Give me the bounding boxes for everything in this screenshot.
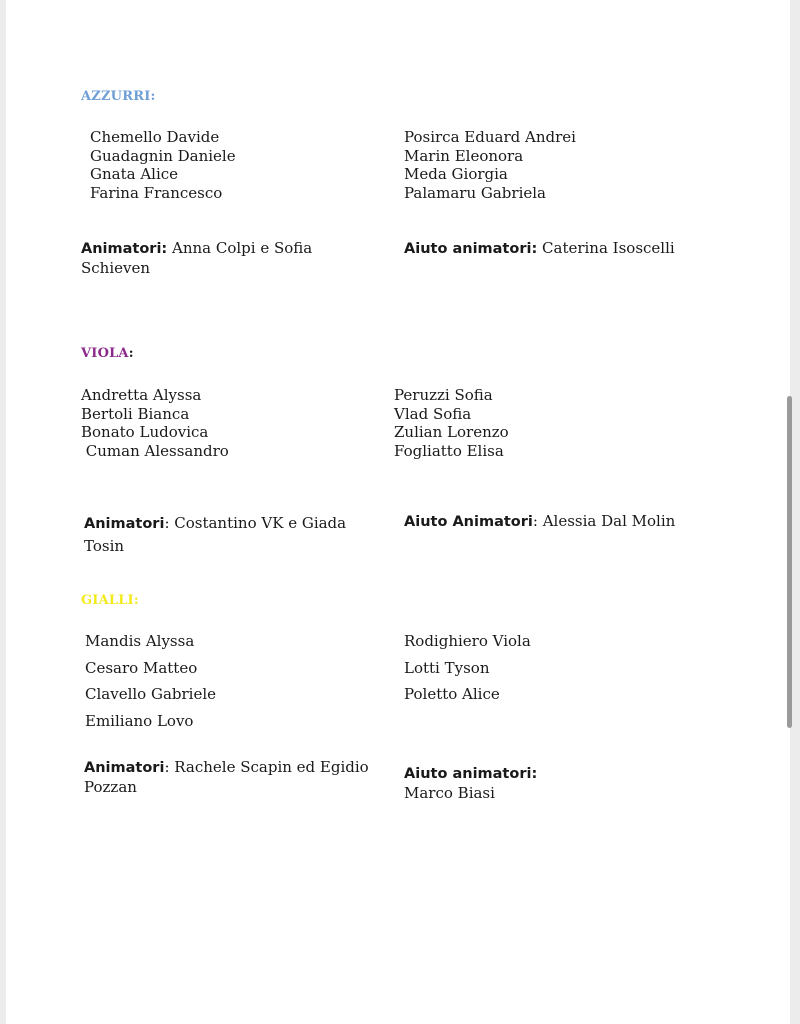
animatori-names: : Rachele Scapin ed Egidio bbox=[164, 758, 369, 776]
aiuto-animatori-label: Aiuto Animatori bbox=[404, 514, 533, 530]
list-item: Poletto Alice bbox=[404, 685, 500, 704]
list-item: Fogliatto Elisa bbox=[394, 442, 504, 461]
aiuto-animatori-label: Aiuto animatori: bbox=[404, 766, 538, 782]
aiuto-animatori-names: Marco Biasi bbox=[404, 784, 495, 802]
gialli-animatori bbox=[84, 758, 369, 797]
animatori-names-cont: Schieven bbox=[81, 259, 151, 277]
list-item: Clavello Gabriele bbox=[85, 685, 217, 704]
section-title-viola bbox=[81, 346, 134, 361]
list-item: Peruzzi Sofia bbox=[394, 386, 493, 404]
animatori-names-cont: Pozzan bbox=[84, 778, 137, 796]
animatori-label: Animatori: bbox=[81, 241, 168, 257]
animatori-label: Animatori bbox=[84, 516, 165, 532]
gialli-right-list bbox=[404, 628, 531, 708]
list-item: Farina Francesco bbox=[90, 184, 223, 203]
animatori-names-cont: Tosin bbox=[84, 537, 125, 555]
list-item: Andretta Alyssa bbox=[81, 386, 202, 404]
animatori-label: Animatori bbox=[84, 760, 165, 776]
list-item: Mandis Alyssa bbox=[85, 632, 195, 650]
azzurri-aiuto-animatori bbox=[404, 239, 675, 259]
azzurri-animatori bbox=[81, 239, 312, 278]
gialli-aiuto-animatori bbox=[404, 765, 537, 803]
list-item: Meda Giorgia bbox=[404, 165, 508, 184]
list-item: Guadagnin Daniele bbox=[90, 146, 236, 165]
azzurri-right-list bbox=[404, 128, 576, 203]
animatori-names: Anna Colpi e Sofia bbox=[167, 239, 313, 257]
list-item: Posirca Eduard Andrei bbox=[404, 128, 576, 146]
aiuto-animatori-label: Aiuto animatori: bbox=[404, 241, 538, 257]
aiuto-animatori-names: : Alessia Dal Molin bbox=[532, 512, 676, 530]
list-item: Chemello Davide bbox=[90, 128, 220, 146]
viola-right-list bbox=[394, 386, 509, 461]
list-item: Zulian Lorenzo bbox=[394, 423, 509, 442]
list-item: Lotti Tyson bbox=[404, 658, 490, 677]
aiuto-animatori-names: Caterina Isoscelli bbox=[537, 239, 675, 257]
animatori-names: : Costantino VK e Giada bbox=[164, 514, 347, 532]
section-title-gialli: GIALLI: bbox=[81, 593, 139, 608]
list-item: Emiliano Lovo bbox=[85, 711, 194, 730]
viola-animatori bbox=[84, 512, 346, 557]
list-item: Vlad Sofia bbox=[394, 404, 472, 423]
viola-aiuto-animatori bbox=[404, 512, 675, 532]
list-item: Gnata Alice bbox=[90, 165, 179, 184]
azzurri-left-list bbox=[90, 128, 236, 203]
vertical-scrollbar[interactable] bbox=[787, 396, 792, 728]
list-item: Palamaru Gabriela bbox=[404, 184, 546, 203]
gialli-left-list bbox=[85, 628, 216, 734]
list-item: Rodighiero Viola bbox=[404, 632, 531, 650]
list-item: Cuman Alessandro bbox=[81, 442, 229, 461]
list-item: Bertoli Bianca bbox=[81, 404, 190, 423]
list-item: Bonato Ludovica bbox=[81, 423, 209, 442]
list-item: Cesaro Matteo bbox=[85, 658, 198, 677]
list-item: Marin Eleonora bbox=[404, 146, 524, 165]
viola-title-text: VIOLA bbox=[81, 346, 129, 361]
section-title-azzurri: AZZURRI: bbox=[81, 89, 156, 104]
viola-title-colon: : bbox=[128, 346, 134, 361]
viola-left-list bbox=[81, 386, 229, 461]
